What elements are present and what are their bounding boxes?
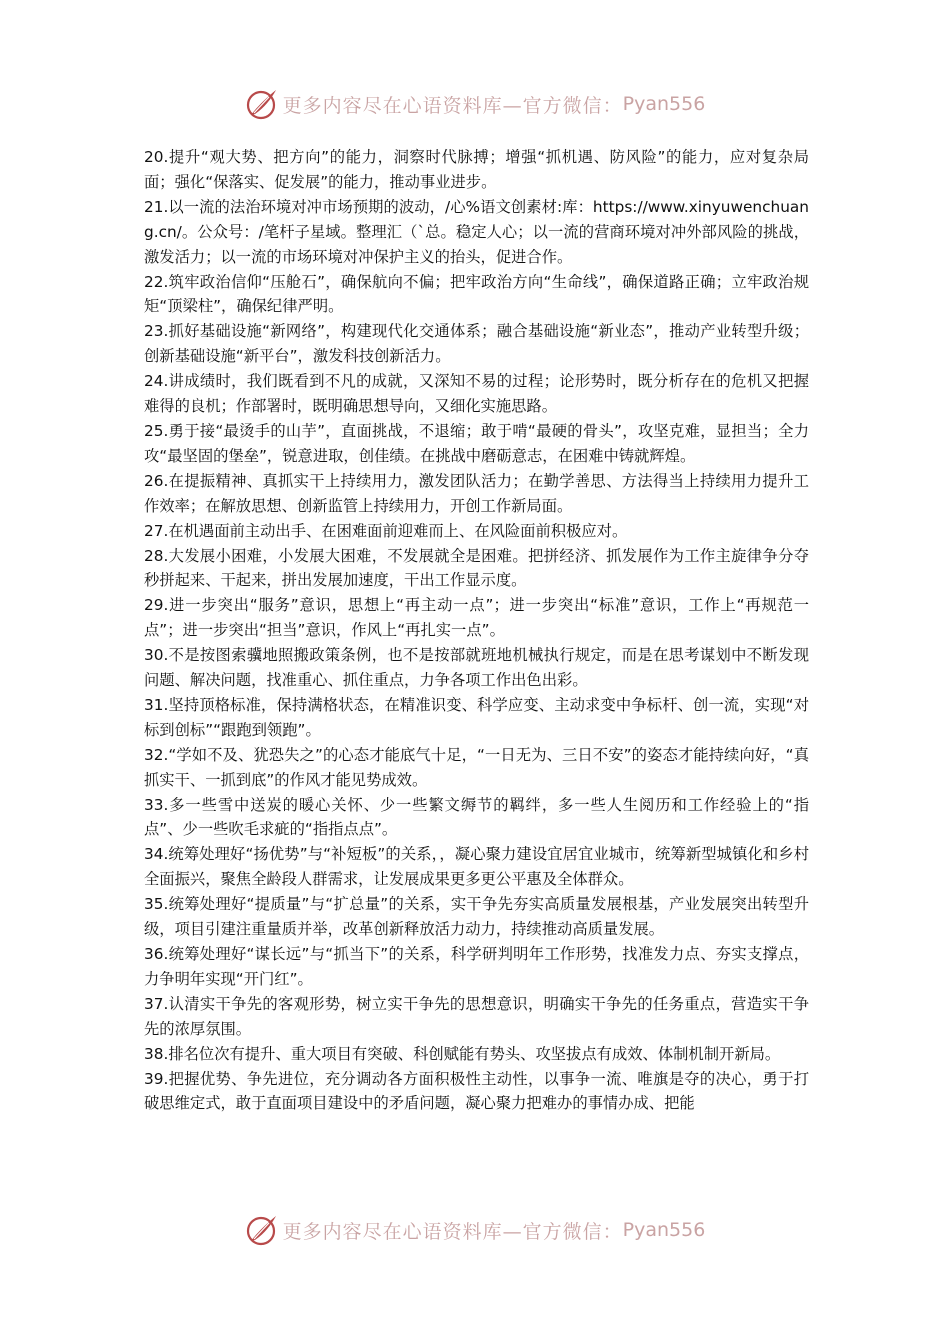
paragraph-25: 25.勇于接“最烫手的山芋”，直面挑战，不退缩；敢于啃“最硬的骨头”，攻坚克难，显担当；全力攻“最坚固的堡垒”，锐意进取，创佳绩。在挑战中磨砺意志，在困难中铸就辉煌。 [144,421,809,465]
paragraph-22: 22.筑牢政治信仰“压舱石”，确保航向不偏；把牢政治方向“生命线”，确保道路正确；立牢政治规矩“顶梁柱”，确保纪律严明。 [144,272,809,316]
paragraph-30: 30.不是按图索骥地照搬政策条例，也不是按部就班地机械执行规定，而是在思考谋划中不断发现问题、解决问题，找准重心、抓住重点，力争各项工作出色出彩。 [144,646,809,690]
banner-text: 更多内容尽在心语资料库—官方微信： [282,94,623,117]
paragraph-36: 36.统筹处理好“谋长远”与“抓当下”的关系，科学研判明年工作形势，找准发力点、夯实支撑点，力争明年实现“开门红”。 [144,945,809,988]
paragraph-34: 34.统筹处理好“扬优势”与“补短板”的关系，，凝心聚力建设宜居宜业城市，统筹新型城镇化和乡村全面振兴，聚焦全龄段人群需求，让发展成果更多更公平惠及全体群众。 [144,845,809,889]
quill-logo-icon [245,1213,279,1247]
footer-banner [0,1210,950,1250]
banner-text: 更多内容尽在心语资料库—官方微信： [282,1220,623,1243]
paragraph-39: 39.把握优势、争先进位，充分调动各方面积极性主动性，以事争一流、唯旗是夺的决心，勇于打破思维定式，敢于直面项目建设中的矛盾问题，凝心聚力把难办的事情办成、把能 [144,1069,809,1113]
paragraph-29: 29.进一步突出“服务”意识，思想上“再主动一点”；进一步突出“标准”意识，工作上“再规范一点”；进一步突出“担当”意识，作风上“再扎实一点”。 [144,596,809,640]
paragraph-21: 21.以一流的法治环境对冲市场预期的波动，/心%语文创素材:库：https://www.xinyuwenchuang.cn/。公众号：/笔杆子星域。整理汇（`总。稳定人心；以一流的营商环境对冲外部风险的挑战，激发活力；以一流的市场环境对冲保护主义的抬头，促进合作。 [144,197,809,266]
quill-logo-icon [245,87,279,121]
paragraph-38: 38.排名位次有提升、重大项目有突破、科创赋能有势头、攻坚拔点有成效、体制机制开新局。 [144,1044,781,1063]
paragraph-37: 37.认清实干争先的客观形势，树立实干争先的思想意识，明确实干争先的任务重点，营造实干争先的浓厚氛围。 [144,994,809,1038]
banner-wechat-id: Pyan556 [622,93,706,115]
paragraph-32: 32.“学如不及、犹恐失之”的心态才能底气十足，“一日无为、三日不安”的姿态才能持续向好，“真抓实干、一抓到底”的作风才能见势成效。 [144,745,809,789]
header-banner [0,84,950,124]
paragraph-20: 20.提升“观大势、把方向”的能力，洞察时代脉搏；增强“抓机遇、防风险”的能力，应对复杂局面；强化“保落实、促发展”的能力，推动事业进步。 [144,148,809,191]
paragraph-24: 24.讲成绩时，我们既看到不凡的成就，又深知不易的过程；论形势时，既分析存在的危机又把握难得的良机；作部署时，既明确思想导向，又细化实施思路。 [144,372,809,416]
paragraph-35: 35.统筹处理好“提质量”与“扩总量”的关系，实干争先夯实高质量发展根基，产业发展突出转型升级，项目引建注重量质并举，改革创新释放活力动力，持续推动高质量发展。 [144,895,809,939]
paragraph-23: 23.抓好基础设施“新网络”，构建现代化交通体系；融合基础设施“新业态”，推动产业转型升级；创新基础设施“新平台”，激发科技创新活力。 [144,322,809,366]
paragraph-28: 28.大发展小困难，小发展大困难，不发展就全是困难。把拼经济、抓发展作为工作主旋律争分夺秒拼起来、干起来，拼出发展加速度，干出工作显示度。 [144,546,809,590]
banner-wechat-id: Pyan556 [622,1219,706,1241]
paragraph-33: 33.多一些雪中送炭的暖心关怀、少一些繁文缛节的羁绊，多一些人生阅历和工作经验上的“指点”、少一些吹毛求疵的“指指点点”。 [144,795,809,839]
paragraph-31: 31.坚持顶格标准，保持满格状态，在精准识变、科学应变、主动求变中争标杆、创一流，实现“对标到创标”“跟跑到领跑”。 [144,695,809,739]
paragraph-26: 26.在提振精神、真抓实干上持续用力，激发团队活力；在勤学善思、方法得当上持续用力提升工作效率；在解放思想、创新监管上持续用力，开创工作新局面。 [144,471,809,515]
paragraph-27: 27.在机遇面前主动出手、在困难面前迎难而上、在风险面前积极应对。 [144,521,628,540]
document-body [144,145,809,1116]
